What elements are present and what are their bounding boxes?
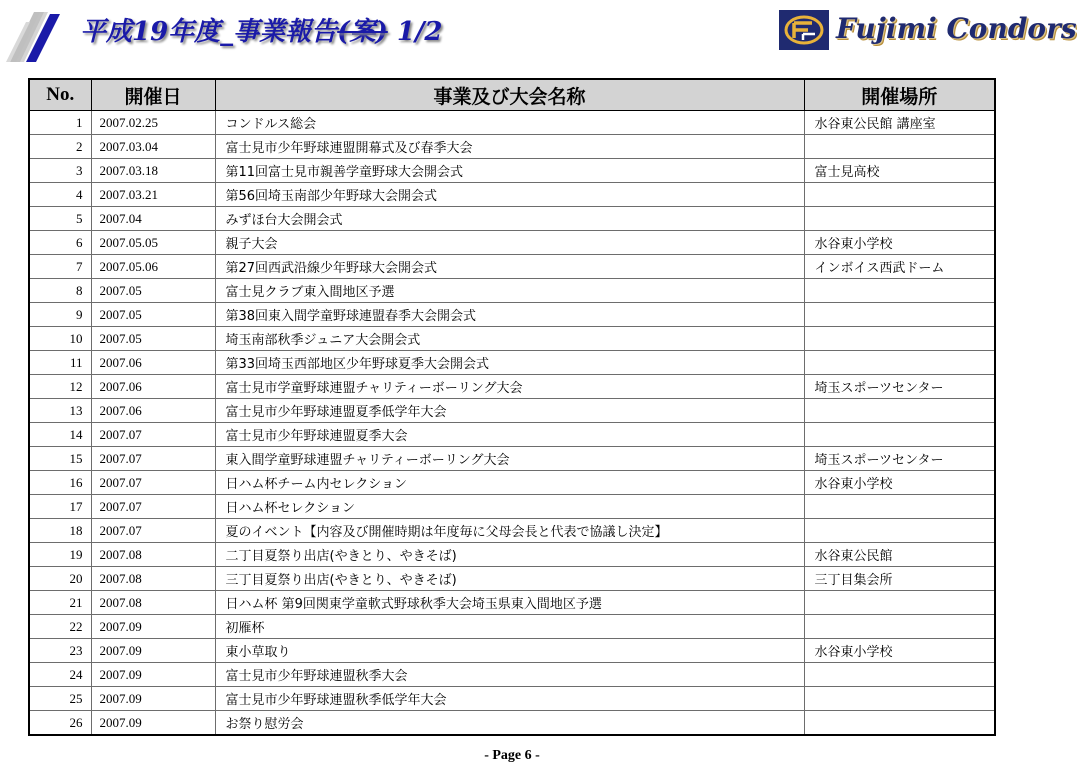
row-no: 10 [29,327,91,351]
row-event-name: コンドルス総会 [215,111,804,135]
row-no: 15 [29,447,91,471]
row-date: 2007.09 [91,639,215,663]
table-row [29,471,995,495]
table-row [29,687,995,711]
row-event-name: 富士見市少年野球連盟秋季低学年大会 [215,687,804,711]
row-venue: 水谷東小学校 [804,639,995,663]
row-date: 2007.06 [91,351,215,375]
title-main: 平成19年度_事業報告 [80,17,338,47]
row-venue [804,351,995,375]
table-row [29,111,995,135]
row-no: 26 [29,711,91,736]
row-event-name: 富士見市少年野球連盟夏季低学年大会 [215,399,804,423]
table-row [29,135,995,159]
row-no: 4 [29,183,91,207]
row-event-name: 日ハム杯 第9回関東学童軟式野球秋季大会埼玉県東入間地区予選 [215,591,804,615]
row-venue [804,183,995,207]
row-date: 2007.04 [91,207,215,231]
row-venue [804,279,995,303]
header-date: 開催日 [91,79,215,111]
row-venue [804,135,995,159]
row-date: 2007.07 [91,519,215,543]
row-no: 1 [29,111,91,135]
logo-text: Fujimi Condors [836,12,1077,45]
row-date: 2007.05 [91,303,215,327]
row-event-name: 富士見市少年野球連盟開幕式及び春季大会 [215,135,804,159]
row-event-name: 第38回東入間学童野球連盟春季大会開会式 [215,303,804,327]
row-no: 20 [29,567,91,591]
row-event-name: 二丁目夏祭り出店(やきとり、やきそば) [215,543,804,567]
table-row [29,375,995,399]
row-venue [804,207,995,231]
page-title [80,16,443,48]
row-date: 2007.05 [91,279,215,303]
row-no: 11 [29,351,91,375]
event-table [28,78,996,736]
row-event-name: 第56回埼玉南部少年野球大会開会式 [215,183,804,207]
row-event-name: 東小草取り [215,639,804,663]
fujimi-condors-logo [776,6,1077,52]
row-no: 16 [29,471,91,495]
row-no: 21 [29,591,91,615]
row-event-name: 第27回西武沿線少年野球大会開会式 [215,255,804,279]
row-event-name: お祭り慰労会 [215,711,804,736]
slide-header [0,0,1077,64]
row-date: 2007.03.21 [91,183,215,207]
row-venue: 水谷東小学校 [804,231,995,255]
page-number: - Page 6 - [484,748,540,763]
table-row [29,255,995,279]
row-event-name: みずほ台大会開会式 [215,207,804,231]
row-venue [804,495,995,519]
row-event-name: 富士見市学童野球連盟チャリティーボーリング大会 [215,375,804,399]
event-table-container [28,78,994,736]
header-no: No. [29,79,91,111]
row-venue [804,399,995,423]
row-event-name: 東入間学童野球連盟チャリティーボーリング大会 [215,447,804,471]
table-row [29,495,995,519]
table-row [29,159,995,183]
row-date: 2007.03.04 [91,135,215,159]
row-date: 2007.09 [91,615,215,639]
row-venue [804,591,995,615]
table-row [29,639,995,663]
table-row [29,615,995,639]
row-date: 2007.06 [91,399,215,423]
row-date: 2007.05.06 [91,255,215,279]
table-row [29,543,995,567]
table-row [29,567,995,591]
row-no: 25 [29,687,91,711]
table-row [29,399,995,423]
table-body [29,111,995,736]
row-venue [804,711,995,736]
row-event-name: 三丁目夏祭り出店(やきとり、やきそば) [215,567,804,591]
row-venue: 三丁目集会所 [804,567,995,591]
row-date: 2007.06 [91,375,215,399]
row-date: 2007.02.25 [91,111,215,135]
row-date: 2007.07 [91,495,215,519]
row-venue [804,327,995,351]
row-venue: 埼玉スポーツセンター [804,447,995,471]
row-event-name: 富士見市少年野球連盟夏季大会 [215,423,804,447]
row-event-name: 埼玉南部秋季ジュニア大会開会式 [215,327,804,351]
row-venue [804,615,995,639]
header-venue: 開催場所 [804,79,995,111]
table-row [29,711,995,736]
row-venue [804,423,995,447]
row-venue: インボイス西武ドーム [804,255,995,279]
row-no: 24 [29,663,91,687]
table-row [29,663,995,687]
row-no: 18 [29,519,91,543]
row-no: 6 [29,231,91,255]
row-date: 2007.09 [91,711,215,736]
row-date: 2007.05 [91,327,215,351]
row-date: 2007.09 [91,663,215,687]
fujimi-emblem-icon [779,10,829,50]
table-row [29,519,995,543]
row-venue [804,687,995,711]
row-no: 23 [29,639,91,663]
row-no: 3 [29,159,91,183]
table-row [29,327,995,351]
row-no: 12 [29,375,91,399]
header-stripes-icon [0,0,80,64]
row-venue: 埼玉スポーツセンター [804,375,995,399]
table-row [29,447,995,471]
row-venue [804,519,995,543]
table-header-row [29,79,995,111]
row-date: 2007.08 [91,567,215,591]
table-row [29,423,995,447]
row-event-name: 富士見市少年野球連盟秋季大会 [215,663,804,687]
row-event-name: 第33回埼玉西部地区少年野球夏季大会開会式 [215,351,804,375]
table-row [29,231,995,255]
header-event-name: 事業及び大会名称 [215,79,804,111]
row-event-name: 親子大会 [215,231,804,255]
row-event-name: 日ハム杯チーム内セレクション [215,471,804,495]
row-no: 13 [29,399,91,423]
row-no: 19 [29,543,91,567]
table-row [29,591,995,615]
table-row [29,303,995,327]
row-date: 2007.08 [91,543,215,567]
row-event-name: 日ハム杯セレクション [215,495,804,519]
row-no: 17 [29,495,91,519]
row-venue [804,663,995,687]
row-no: 8 [29,279,91,303]
row-date: 2007.07 [91,423,215,447]
row-date: 2007.05.05 [91,231,215,255]
title-page-part: 1/2 [387,17,443,47]
row-venue [804,303,995,327]
table-row [29,279,995,303]
row-event-name: 第11回富士見市親善学童野球大会開会式 [215,159,804,183]
row-no: 9 [29,303,91,327]
row-date: 2007.08 [91,591,215,615]
row-event-name: 初雁杯 [215,615,804,639]
row-venue: 水谷東公民館 [804,543,995,567]
row-no: 22 [29,615,91,639]
row-date: 2007.09 [91,687,215,711]
table-row [29,351,995,375]
table-row [29,207,995,231]
row-venue: 水谷東小学校 [804,471,995,495]
row-venue: 水谷東公民館 講座室 [804,111,995,135]
row-date: 2007.07 [91,471,215,495]
row-no: 5 [29,207,91,231]
row-no: 2 [29,135,91,159]
row-date: 2007.03.18 [91,159,215,183]
row-date: 2007.07 [91,447,215,471]
title-draft-mark: (案) [337,17,388,47]
row-no: 7 [29,255,91,279]
row-event-name: 富士見クラブ東入間地区予選 [215,279,804,303]
row-event-name: 夏のイベント【内容及び開催時期は年度毎に父母会長と代表で協議し決定】 [215,519,804,543]
row-no: 14 [29,423,91,447]
row-venue: 富士見高校 [804,159,995,183]
table-row [29,183,995,207]
